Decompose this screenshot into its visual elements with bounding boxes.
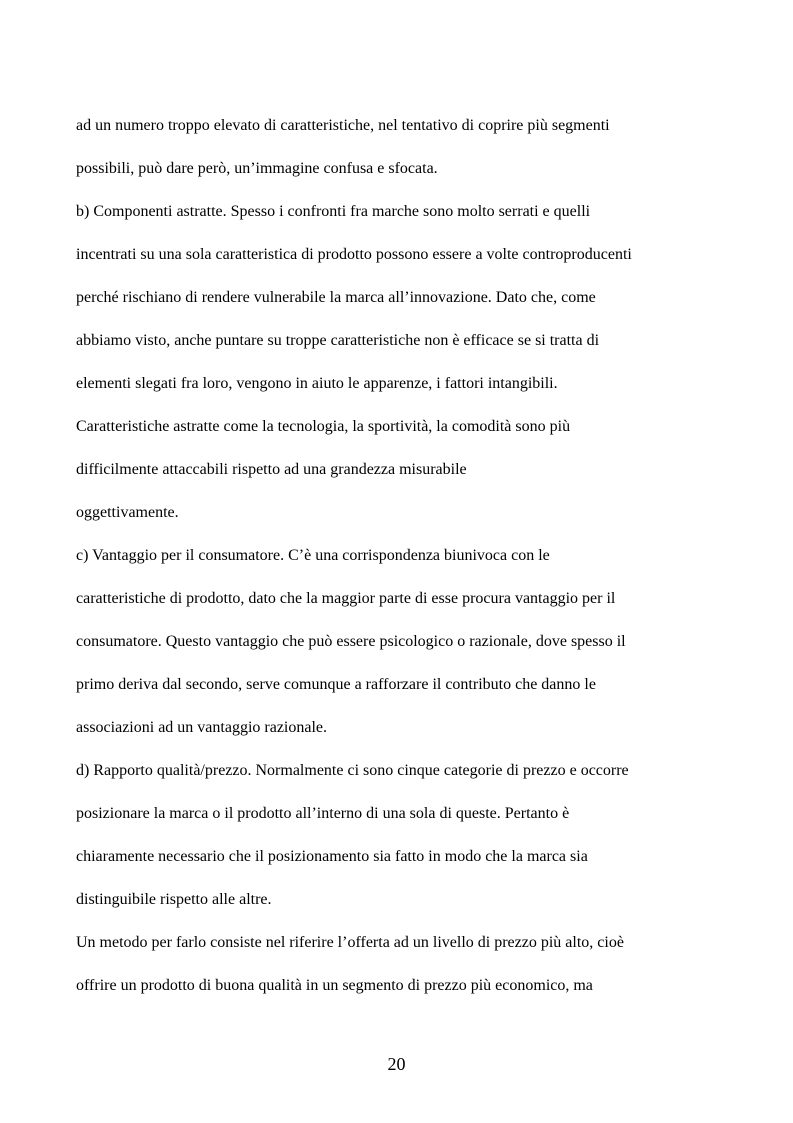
text-line: b) Componenti astratte. Spesso i confronti fra marche sono molto serrati e quelli (76, 203, 591, 220)
text-line: posizionare la marca o il prodotto all’interno di una sola di queste. Pertanto è (76, 805, 570, 822)
text-line: distinguibile rispetto alle altre. (76, 891, 272, 908)
text-line: perché rischiano di rendere vulnerabile la marca all’innovazione. Dato che, come (76, 289, 596, 306)
text-line: oggettivamente. (76, 504, 179, 521)
text-line: Caratteristiche astratte come la tecnologia, la sportività, la comodità sono più (76, 418, 571, 435)
text-line: difficilmente attaccabili rispetto ad una grandezza misurabile (76, 461, 467, 478)
text-line: elementi slegati fra loro, vengono in aiuto le apparenze, i fattori intangibili. (76, 375, 558, 392)
text-line: c) Vantaggio per il consumatore. C’è una corrispondenza biunivoca con le (76, 547, 550, 564)
text-line: associazioni ad un vantaggio razionale. (76, 719, 328, 736)
text-line: d) Rapporto qualità/prezzo. Normalmente ci sono cinque categorie di prezzo e occorre (76, 762, 629, 779)
text-line: possibili, può dare però, un’immagine confusa e sfocata. (76, 160, 438, 177)
text-line: incentrati su una sola caratteristica di prodotto possono essere a volte controproducenti (76, 246, 632, 263)
page-number: 20 (387, 1054, 406, 1074)
text-line: consumatore. Questo vantaggio che può essere psicologico o razionale, dove spesso il (76, 633, 626, 650)
text-line: caratteristiche di prodotto, dato che la maggior parte di esse procura vantaggio per il (76, 590, 616, 607)
text-line: ad un numero troppo elevato di caratteristiche, nel tentativo di coprire più segmenti (76, 117, 610, 134)
text-line: offrire un prodotto di buona qualità in un segmento di prezzo più economico, ma (76, 977, 593, 994)
text-line: primo deriva dal secondo, serve comunque a rafforzare il contributo che danno le (76, 676, 596, 693)
document-body (76, 110, 726, 1013)
text-line: abbiamo visto, anche puntare su troppe caratteristiche non è efficace se si tratta di (76, 332, 600, 349)
text-line: chiaramente necessario che il posizionamento sia fatto in modo che la marca sia (76, 848, 588, 865)
text-line: Un metodo per farlo consiste nel riferire l’offerta ad un livello di prezzo più alto, cioè (76, 934, 624, 951)
